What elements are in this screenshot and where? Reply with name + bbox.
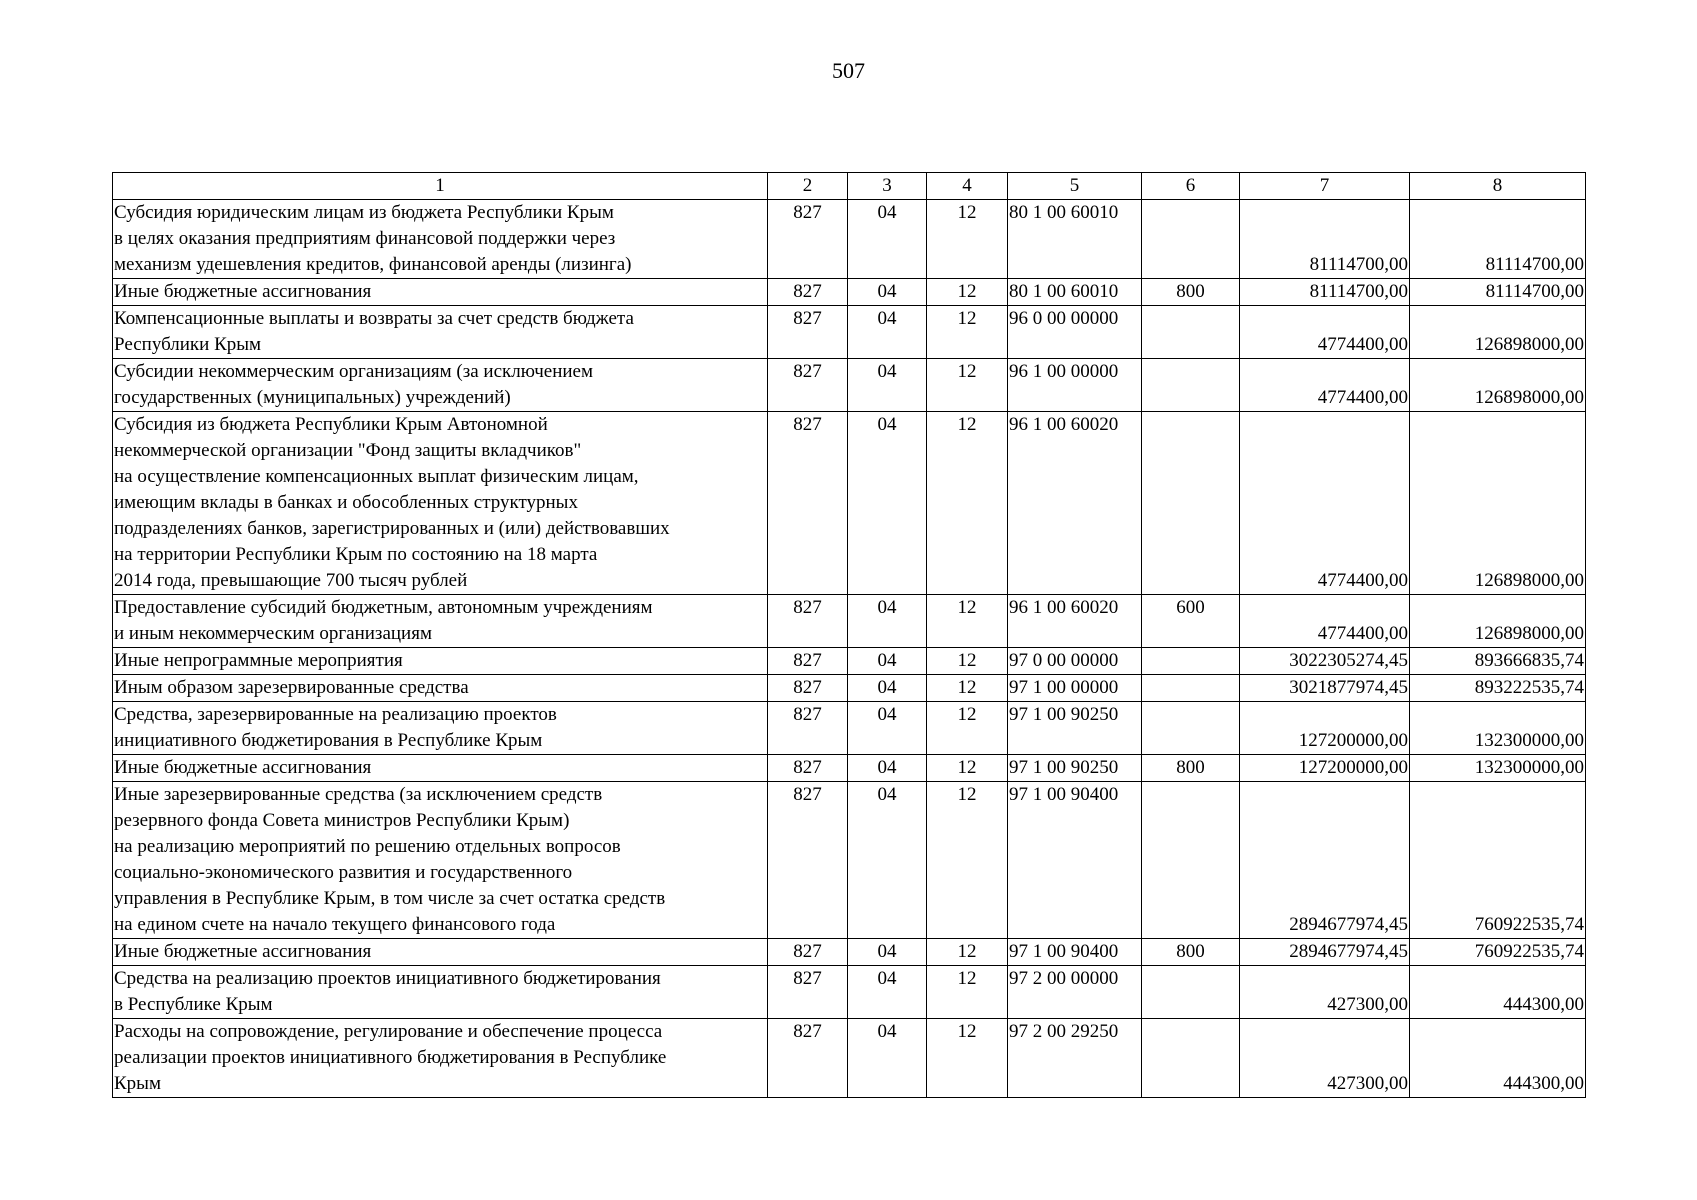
description-line: в Республике Крым	[114, 994, 273, 1015]
expense-type-cell	[1142, 782, 1240, 939]
section-code-cell: 04	[848, 306, 927, 359]
description-cell	[113, 966, 768, 1019]
description-cell	[113, 939, 768, 966]
expense-type-cell: 800	[1142, 939, 1240, 966]
expense-type-cell: 800	[1142, 279, 1240, 306]
table-row	[113, 939, 1586, 966]
amount-year1-cell: 4774400,00	[1240, 359, 1410, 412]
subsection-code-cell: 12	[927, 1019, 1008, 1098]
section-code-cell: 04	[848, 782, 927, 939]
description-line: механизм удешевления кредитов, финансовой аренды (лизинга)	[114, 254, 632, 275]
table-row	[113, 1019, 1586, 1098]
header-cell: 7	[1240, 173, 1410, 200]
target-article-cell: 97 1 00 90250	[1008, 702, 1142, 755]
amount-year2-cell: 444300,00	[1410, 966, 1586, 1019]
target-article-cell: 80 1 00 60010	[1008, 200, 1142, 279]
description-cell	[113, 648, 768, 675]
description-cell	[113, 1019, 768, 1098]
table-row	[113, 648, 1586, 675]
amount-year1-cell: 2894677974,45	[1240, 782, 1410, 939]
amount-year2-cell: 760922535,74	[1410, 782, 1586, 939]
amount-year2-cell: 444300,00	[1410, 1019, 1586, 1098]
subsection-code-cell: 12	[927, 782, 1008, 939]
ministry-code-cell: 827	[768, 702, 848, 755]
target-article-cell: 96 1 00 60020	[1008, 595, 1142, 648]
section-code-cell: 04	[848, 359, 927, 412]
description-line: некоммерческой организации "Фонд защиты вкладчиков"	[114, 440, 582, 461]
section-code-cell: 04	[848, 279, 927, 306]
description-cell	[113, 200, 768, 279]
subsection-code-cell: 12	[927, 675, 1008, 702]
section-code-cell: 04	[848, 675, 927, 702]
section-code-cell: 04	[848, 595, 927, 648]
amount-year1-cell: 81114700,00	[1240, 279, 1410, 306]
description-line: Субсидии некоммерческим организациям (за исключением	[114, 361, 593, 382]
amount-year2-cell: 893222535,74	[1410, 675, 1586, 702]
expense-type-cell	[1142, 359, 1240, 412]
ministry-code-cell: 827	[768, 595, 848, 648]
description-line: Крым	[114, 1073, 161, 1094]
table-row	[113, 200, 1586, 279]
description-cell	[113, 306, 768, 359]
description-line: Средства, зарезервированные на реализацию проектов	[114, 704, 557, 725]
description-line: Иные бюджетные ассигнования	[114, 941, 372, 962]
target-article-cell: 97 2 00 00000	[1008, 966, 1142, 1019]
target-article-cell: 96 1 00 00000	[1008, 359, 1142, 412]
target-article-cell: 96 0 00 00000	[1008, 306, 1142, 359]
amount-year1-cell: 4774400,00	[1240, 412, 1410, 595]
target-article-cell: 97 1 00 90400	[1008, 782, 1142, 939]
table-row	[113, 595, 1586, 648]
target-article-cell: 97 2 00 29250	[1008, 1019, 1142, 1098]
ministry-code-cell: 827	[768, 939, 848, 966]
description-cell	[113, 279, 768, 306]
description-line: на территории Республики Крым по состоянию на 18 марта	[114, 544, 598, 565]
description-line: 2014 года, превышающие 700 тысяч рублей	[114, 570, 468, 591]
ministry-code-cell: 827	[768, 359, 848, 412]
budget-table	[112, 172, 1586, 1098]
target-article-cell: 97 1 00 90250	[1008, 755, 1142, 782]
amount-year2-cell: 132300000,00	[1410, 702, 1586, 755]
amount-year1-cell: 427300,00	[1240, 1019, 1410, 1098]
expense-type-cell	[1142, 966, 1240, 1019]
description-line: инициативного бюджетирования в Республике Крым	[114, 730, 543, 751]
target-article-cell: 97 1 00 00000	[1008, 675, 1142, 702]
target-article-cell: 97 1 00 90400	[1008, 939, 1142, 966]
description-cell	[113, 595, 768, 648]
subsection-code-cell: 12	[927, 702, 1008, 755]
amount-year2-cell: 126898000,00	[1410, 412, 1586, 595]
header-cell: 2	[768, 173, 848, 200]
amount-year2-cell: 126898000,00	[1410, 359, 1586, 412]
description-line: Республики Крым	[114, 334, 262, 355]
table-row	[113, 306, 1586, 359]
subsection-code-cell: 12	[927, 966, 1008, 1019]
subsection-code-cell: 12	[927, 359, 1008, 412]
description-line: на осуществление компенсационных выплат физическим лицам,	[114, 466, 639, 487]
expense-type-cell: 600	[1142, 595, 1240, 648]
description-cell	[113, 702, 768, 755]
description-line: в целях оказания предприятиям финансовой поддержки через	[114, 228, 616, 249]
expense-type-cell: 800	[1142, 755, 1240, 782]
section-code-cell: 04	[848, 939, 927, 966]
ministry-code-cell: 827	[768, 782, 848, 939]
expense-type-cell	[1142, 648, 1240, 675]
subsection-code-cell: 12	[927, 595, 1008, 648]
description-cell	[113, 782, 768, 939]
ministry-code-cell: 827	[768, 306, 848, 359]
expense-type-cell	[1142, 412, 1240, 595]
description-line: и иным некоммерческим организациям	[114, 623, 432, 644]
amount-year2-cell: 132300000,00	[1410, 755, 1586, 782]
target-article-cell: 96 1 00 60020	[1008, 412, 1142, 595]
description-line: Иным образом зарезервированные средства	[114, 677, 469, 698]
description-line: Средства на реализацию проектов инициативного бюджетирования	[114, 968, 661, 989]
amount-year2-cell: 81114700,00	[1410, 279, 1586, 306]
subsection-code-cell: 12	[927, 755, 1008, 782]
expense-type-cell	[1142, 675, 1240, 702]
subsection-code-cell: 12	[927, 279, 1008, 306]
amount-year1-cell: 127200000,00	[1240, 755, 1410, 782]
description-cell	[113, 359, 768, 412]
ministry-code-cell: 827	[768, 279, 848, 306]
ministry-code-cell: 827	[768, 412, 848, 595]
amount-year1-cell: 81114700,00	[1240, 200, 1410, 279]
section-code-cell: 04	[848, 702, 927, 755]
description-line: Иные непрограммные мероприятия	[114, 650, 403, 671]
amount-year2-cell: 893666835,74	[1410, 648, 1586, 675]
ministry-code-cell: 827	[768, 1019, 848, 1098]
expense-type-cell	[1142, 200, 1240, 279]
header-cell: 3	[848, 173, 927, 200]
table-row	[113, 702, 1586, 755]
expense-type-cell	[1142, 306, 1240, 359]
amount-year2-cell: 81114700,00	[1410, 200, 1586, 279]
amount-year1-cell: 4774400,00	[1240, 595, 1410, 648]
description-line: реализации проектов инициативного бюджетирования в Республике	[114, 1047, 667, 1068]
description-line: Расходы на сопровождение, регулирование и обеспечение процесса	[114, 1021, 663, 1042]
table-row	[113, 966, 1586, 1019]
section-code-cell: 04	[848, 1019, 927, 1098]
expense-type-cell	[1142, 702, 1240, 755]
description-line: Субсидия юридическим лицам из бюджета Республики Крым	[114, 202, 614, 223]
description-line: подразделениях банков, зарегистрированных и (или) действовавших	[114, 518, 670, 539]
table-row	[113, 279, 1586, 306]
section-code-cell: 04	[848, 755, 927, 782]
target-article-cell: 97 0 00 00000	[1008, 648, 1142, 675]
ministry-code-cell: 827	[768, 755, 848, 782]
section-code-cell: 04	[848, 966, 927, 1019]
amount-year1-cell: 2894677974,45	[1240, 939, 1410, 966]
table-row	[113, 412, 1586, 595]
table-row	[113, 675, 1586, 702]
ministry-code-cell: 827	[768, 200, 848, 279]
header-cell: 6	[1142, 173, 1240, 200]
description-line: на едином счете на начало текущего финансового года	[114, 914, 556, 935]
description-cell	[113, 755, 768, 782]
subsection-code-cell: 12	[927, 412, 1008, 595]
description-line: социально-экономического развития и государственного	[114, 862, 573, 883]
description-cell	[113, 675, 768, 702]
description-line: на реализацию мероприятий по решению отдельных вопросов	[114, 836, 621, 857]
amount-year1-cell: 427300,00	[1240, 966, 1410, 1019]
description-line: резервного фонда Совета министров Республики Крым)	[114, 810, 570, 831]
header-cell: 1	[113, 173, 768, 200]
description-line: Субсидия из бюджета Республики Крым Автономной	[114, 414, 548, 435]
ministry-code-cell: 827	[768, 675, 848, 702]
description-line: Компенсационные выплаты и возвраты за счет средств бюджета	[114, 308, 634, 329]
target-article-cell: 80 1 00 60010	[1008, 279, 1142, 306]
ministry-code-cell: 827	[768, 966, 848, 1019]
section-code-cell: 04	[848, 648, 927, 675]
description-line: государственных (муниципальных) учреждений)	[114, 387, 511, 408]
page-number: 507	[832, 58, 865, 83]
amount-year1-cell: 3022305274,45	[1240, 648, 1410, 675]
description-line: управления в Республике Крым, в том числе за счет остатка средств	[114, 888, 666, 909]
table-row	[113, 359, 1586, 412]
header-cell: 4	[927, 173, 1008, 200]
amount-year1-cell: 3021877974,45	[1240, 675, 1410, 702]
description-line: имеющим вклады в банках и обособленных структурных	[114, 492, 578, 513]
amount-year2-cell: 760922535,74	[1410, 939, 1586, 966]
expense-type-cell	[1142, 1019, 1240, 1098]
subsection-code-cell: 12	[927, 648, 1008, 675]
header-cell: 8	[1410, 173, 1586, 200]
description-line: Иные бюджетные ассигнования	[114, 281, 372, 302]
amount-year1-cell: 127200000,00	[1240, 702, 1410, 755]
description-line: Иные бюджетные ассигнования	[114, 757, 372, 778]
description-line: Иные зарезервированные средства (за исключением средств	[114, 784, 603, 805]
amount-year2-cell: 126898000,00	[1410, 306, 1586, 359]
amount-year1-cell: 4774400,00	[1240, 306, 1410, 359]
table-row	[113, 755, 1586, 782]
table-row	[113, 782, 1586, 939]
section-code-cell: 04	[848, 200, 927, 279]
subsection-code-cell: 12	[927, 200, 1008, 279]
header-row	[113, 173, 1586, 200]
description-line: Предоставление субсидий бюджетным, автономным учреждениям	[114, 597, 653, 618]
amount-year2-cell: 126898000,00	[1410, 595, 1586, 648]
subsection-code-cell: 12	[927, 306, 1008, 359]
ministry-code-cell: 827	[768, 648, 848, 675]
header-cell: 5	[1008, 173, 1142, 200]
subsection-code-cell: 12	[927, 939, 1008, 966]
description-cell	[113, 412, 768, 595]
section-code-cell: 04	[848, 412, 927, 595]
